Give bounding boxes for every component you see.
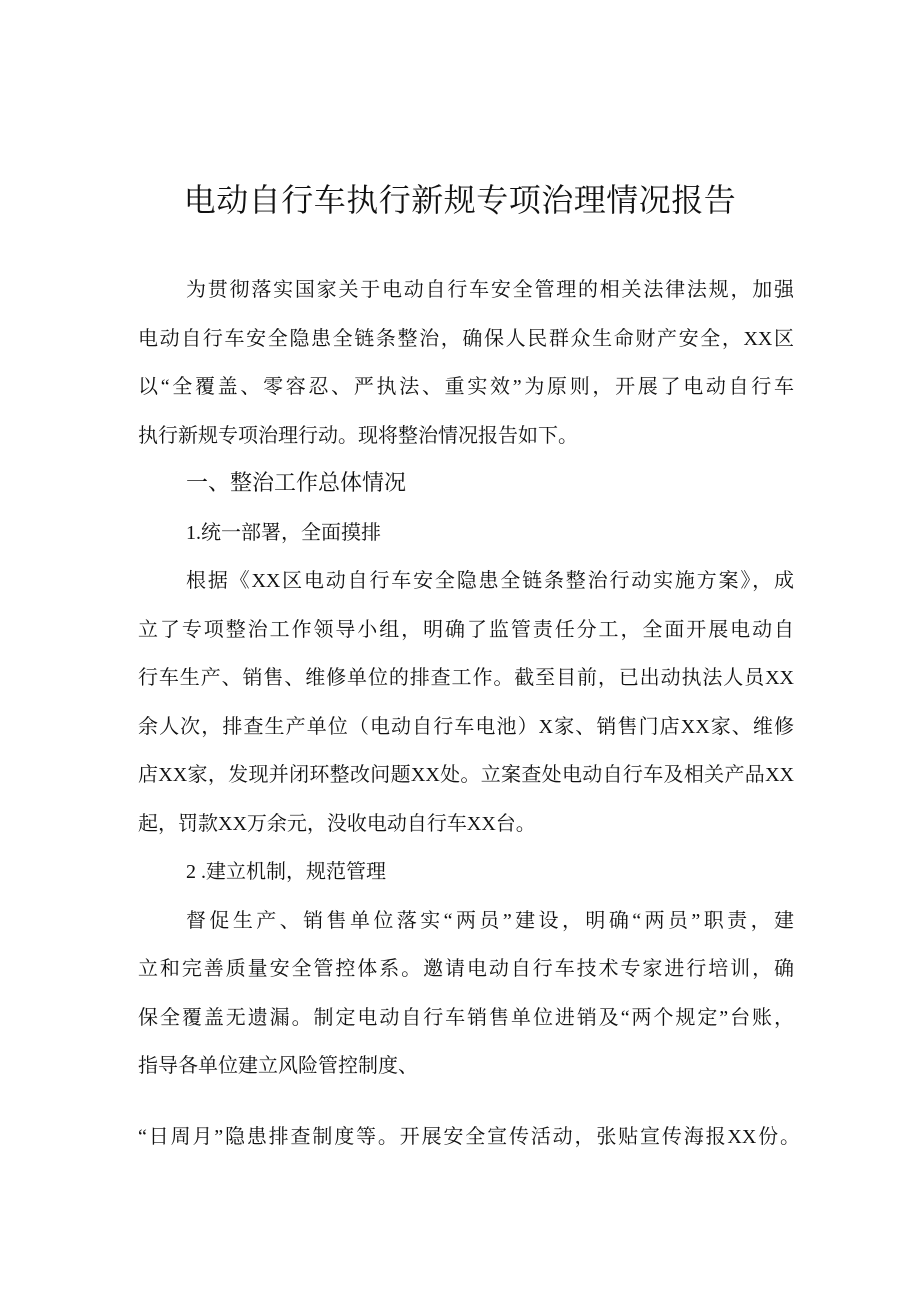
paragraph-line: 立和完善质量安全管控体系。邀请电动自行车技术专家进行培训，确	[138, 958, 794, 980]
paragraph-line: 立了专项整治工作领导小组，明确了监管责任分工，全面开展电动自	[138, 618, 794, 641]
subsection-1-paragraph	[138, 557, 794, 848]
paragraph-line: 执行新规专项治理行动。现将整治情况报告如下。	[138, 424, 578, 447]
paragraph-line: 根据《XX区电动自行车安全隐患全链条整治行动实施方案》，成	[186, 570, 794, 592]
document-title: 电动自行车执行新规专项治理情况报告	[183, 181, 737, 219]
paragraph-line: 为贯彻落实国家关于电动自行车安全管理的相关法律法规，加强	[186, 279, 794, 301]
intro-paragraph	[138, 266, 794, 460]
subsection-heading: 2 .建立机制，规范管理	[186, 861, 386, 883]
paragraph-line: 电动自行车安全隐患全链条整治，确保人民群众生命财产安全，XX区	[138, 327, 794, 350]
paragraph-line: 保全覆盖无遗漏。制定电动自行车销售单位进销及“两个规定”台账，	[138, 1006, 794, 1029]
section-heading: 一、整治工作总体情况	[186, 471, 407, 496]
paragraph-line: 以“全覆盖、零容忍、严执法、重实效”为原则，开展了电动自行车	[138, 376, 794, 398]
subsection-2-paragraph	[138, 897, 800, 1162]
paragraph-line: 店XX家，发现并闭环整改问题XX处。立案查处电动自行车及相关产品XX	[138, 764, 794, 786]
paragraph-line: 行车生产、销售、维修单位的排查工作。截至目前，已出动执法人员XX	[138, 667, 794, 689]
paragraph-continuation-line: “日周月”隐患排查制度等。开展安全宣传活动，张贴宣传海报XX份。	[138, 1126, 800, 1148]
paragraph-line: 起，罚款XX万余元，没收电动自行车XX台。	[138, 812, 536, 835]
subsection-heading: 1.统一部署，全面摸排	[186, 521, 381, 544]
document-body	[138, 266, 800, 1162]
paragraph-line: 指导各单位建立风险管控制度、	[138, 1055, 418, 1077]
paragraph-line: 督促生产、销售单位落实“两员”建设，明确“两员”职责，建	[186, 909, 794, 932]
paragraph-line: 余人次，排查生产单位（电动自行车电池）X家、销售门店XX家、维修	[138, 715, 794, 738]
